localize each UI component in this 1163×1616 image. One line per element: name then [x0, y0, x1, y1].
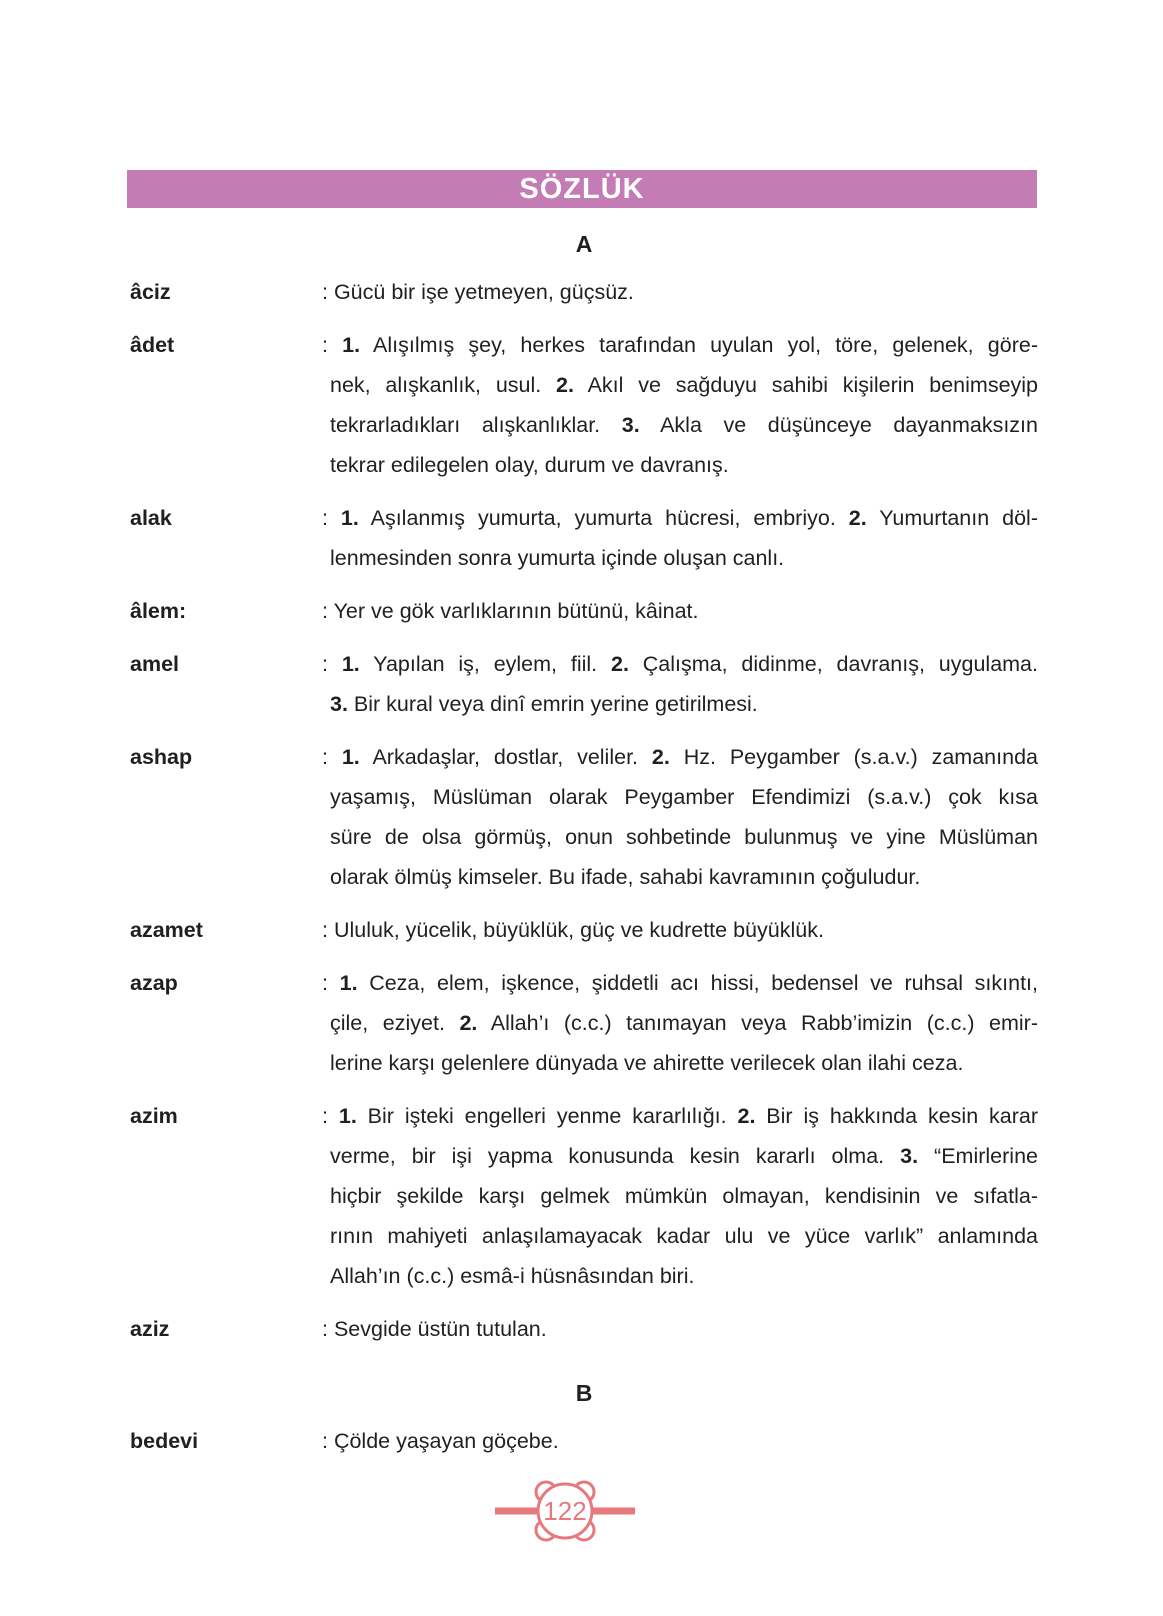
- colon-separator: :: [322, 506, 341, 530]
- sense-number: 2.: [737, 1104, 756, 1128]
- entry-term: alak: [130, 506, 172, 530]
- colon-separator: :: [322, 971, 340, 995]
- definition-text: tekrarladıkları alışkanlıklar.: [330, 413, 622, 437]
- definition-line: [330, 365, 1038, 405]
- sense-number: 2.: [848, 506, 867, 530]
- definition-line: [330, 1043, 1038, 1083]
- sense-number: 3.: [621, 413, 640, 437]
- sense-number: 3.: [900, 1144, 919, 1168]
- glossary-entry: [130, 963, 1038, 1083]
- page-title: SÖZLÜK: [519, 172, 645, 205]
- definition-text: Bir iş hakkında kesin karar: [755, 1104, 1039, 1128]
- definition-line: [330, 857, 1038, 897]
- definition-text: Yumurtanın döl-: [866, 506, 1038, 530]
- definition-line: [322, 498, 1038, 538]
- entry-term: âlem:: [130, 599, 187, 623]
- definition-text: Allah’ın (c.c.) esmâ-i hüsnâsından biri.: [330, 1264, 695, 1288]
- definition-line: [322, 272, 1038, 312]
- entry-term: âciz: [130, 280, 171, 304]
- colon-separator: :: [322, 745, 342, 769]
- definition-line: [330, 445, 1038, 485]
- glossary-entry: [130, 498, 1038, 578]
- sense-number: 2.: [459, 1011, 478, 1035]
- glossary-entry: [130, 272, 1038, 312]
- definition-text: çile, eziyet.: [330, 1011, 460, 1035]
- definition-line: [322, 1421, 1038, 1461]
- definition-line: [322, 591, 1038, 631]
- glossary-entry: [130, 1421, 1038, 1461]
- definition-line: [330, 817, 1038, 857]
- definition-text: Gücü bir işe yetmeyen, güçsüz.: [333, 280, 634, 304]
- definition-text: lenmesinden sonra yumurta içinde oluşan canlı.: [330, 546, 785, 570]
- entry-definition: [322, 325, 1038, 485]
- page-number: 122: [543, 1496, 587, 1526]
- colon-separator: :: [322, 918, 334, 942]
- definition-text: Yapılan iş, eylem, fiil.: [359, 652, 611, 676]
- definition-text: Aşılanmış yumurta, yumurta hücresi, embriyo.: [358, 506, 849, 530]
- entry-term: amel: [130, 652, 180, 676]
- glossary-entry: [130, 1309, 1038, 1349]
- entry-definition: [322, 272, 1038, 312]
- definition-text: Allah’ı (c.c.) tanımayan veya Rabb’imizin (c.c.) emir-: [477, 1011, 1038, 1035]
- definition-line: [322, 910, 1038, 950]
- entry-definition: [322, 737, 1038, 897]
- definition-text: yaşamış, Müslüman olarak Peygamber Efendimizi (s.a.v.) çok kısa: [330, 785, 1038, 809]
- entry-definition: [322, 1309, 1038, 1349]
- colon-separator: :: [322, 333, 343, 357]
- entry-definition: [322, 963, 1038, 1083]
- section-letter: A: [575, 231, 593, 257]
- colon-separator: :: [322, 1104, 339, 1128]
- sense-number: 1.: [338, 1104, 357, 1128]
- definition-line: [330, 1176, 1038, 1216]
- definition-text: Akıl ve sağduyu sahibi kişilerin benimseyip: [573, 373, 1039, 397]
- definition-text: Hz. Peygamber (s.a.v.) zamanında: [669, 745, 1038, 769]
- entry-definition: [322, 910, 1038, 950]
- definition-line: [330, 538, 1038, 578]
- sense-number: 2.: [610, 652, 629, 676]
- definition-text: “Emirlerine: [918, 1144, 1038, 1168]
- sense-number: 1.: [342, 333, 361, 357]
- definition-text: olarak ölmüş kimseler. Bu ifade, sahabi kavramının çoğuludur.: [330, 865, 921, 889]
- entry-definition: [322, 1421, 1038, 1461]
- sense-number: 1.: [339, 971, 358, 995]
- definition-line: [322, 1096, 1038, 1136]
- definition-text: tekrar edilegelen olay, durum ve davranış.: [330, 453, 729, 477]
- definition-text: Ceza, elem, işkence, şiddetli acı hissi, bedensel ve ruhsal sıkıntı,: [357, 971, 1039, 995]
- definition-line: [322, 963, 1038, 1003]
- definition-text: Çölde yaşayan göçebe.: [333, 1429, 559, 1453]
- entry-term: bedevi: [130, 1429, 199, 1453]
- glossary-title-bar: [127, 170, 1037, 208]
- definition-text: Arkadaşlar, dostlar, veliler.: [359, 745, 652, 769]
- definition-text: Ululuk, yücelik, büyüklük, güç ve kudrette büyüklük.: [333, 918, 824, 942]
- definition-text: Alışılmış şey, herkes tarafından uyulan yol, töre, gelenek, göre-: [360, 333, 1038, 357]
- glossary-entry: [130, 325, 1038, 485]
- glossary-entry: [130, 910, 1038, 950]
- definition-line: [330, 1216, 1038, 1256]
- entry-term: ashap: [130, 745, 193, 769]
- definition-line: [330, 1136, 1038, 1176]
- definition-line: [330, 777, 1038, 817]
- definition-text: Bir kural veya dinî emrin yerine getirilmesi.: [347, 692, 758, 716]
- definition-line: [322, 737, 1038, 777]
- glossary-sections: [130, 224, 1038, 1474]
- definition-text: Çalışma, didinme, davranış, uygulama.: [628, 652, 1038, 676]
- definition-line: [322, 644, 1038, 684]
- section-letter: B: [575, 1380, 593, 1406]
- sense-number: 2.: [556, 373, 574, 397]
- sense-number: 1.: [340, 506, 359, 530]
- entry-term: azamet: [130, 918, 203, 942]
- colon-separator: :: [322, 280, 334, 304]
- ornament-graphic: [495, 1476, 635, 1546]
- definition-text: Bir işteki engelleri yenme kararlılığı.: [356, 1104, 738, 1128]
- definition-text: hiçbir şekilde karşı gelmek mümkün olmayan, kendisinin ve sıfatla-: [330, 1184, 1038, 1208]
- sense-number: 1.: [341, 745, 360, 769]
- definition-line: [322, 325, 1038, 365]
- colon-separator: :: [322, 1317, 334, 1341]
- definition-text: verme, bir işi yapma konusunda kesin kararlı olma.: [330, 1144, 901, 1168]
- entry-term: aziz: [130, 1317, 170, 1341]
- glossary-entry: [130, 591, 1038, 631]
- definition-text: Akla ve düşünceye dayanmaksızın: [639, 413, 1038, 437]
- glossary-entry: [130, 1096, 1038, 1296]
- entry-term: azim: [130, 1104, 178, 1128]
- definition-text: Yer ve gök varlıklarının bütünü, kâinat.: [333, 599, 699, 623]
- colon-separator: :: [322, 599, 334, 623]
- entry-definition: [322, 644, 1038, 724]
- definition-text: süre de olsa görmüş, onun sohbetinde bulunmuş ve yine Müslüman: [330, 825, 1038, 849]
- entry-definition: [322, 498, 1038, 578]
- glossary-entry: [130, 737, 1038, 897]
- definition-line: [322, 1309, 1038, 1349]
- definition-text: Sevgide üstün tutulan.: [333, 1317, 547, 1341]
- entry-term: azap: [130, 971, 178, 995]
- definition-text: lerine karşı gelenlere dünyada ve ahirette verilecek olan ilahi ceza.: [330, 1051, 964, 1075]
- entry-term: âdet: [130, 333, 175, 357]
- colon-separator: :: [322, 652, 342, 676]
- colon-separator: :: [322, 1429, 334, 1453]
- glossary-entry: [130, 644, 1038, 724]
- definition-line: [330, 684, 1038, 724]
- definition-text: nek, alışkanlık, usul.: [330, 373, 557, 397]
- sense-number: 3.: [330, 692, 348, 716]
- entry-definition: [322, 1096, 1038, 1296]
- sense-number: 2.: [651, 745, 670, 769]
- entry-definition: [322, 591, 1038, 631]
- definition-line: [330, 405, 1038, 445]
- definition-line: [330, 1003, 1038, 1043]
- sense-number: 1.: [341, 652, 360, 676]
- page-number-ornament: [495, 1476, 635, 1546]
- definition-text: rının mahiyeti anlaşılamayacak kadar ulu ve yüce varlık” anlamında: [330, 1224, 1038, 1248]
- definition-line: [330, 1256, 1038, 1296]
